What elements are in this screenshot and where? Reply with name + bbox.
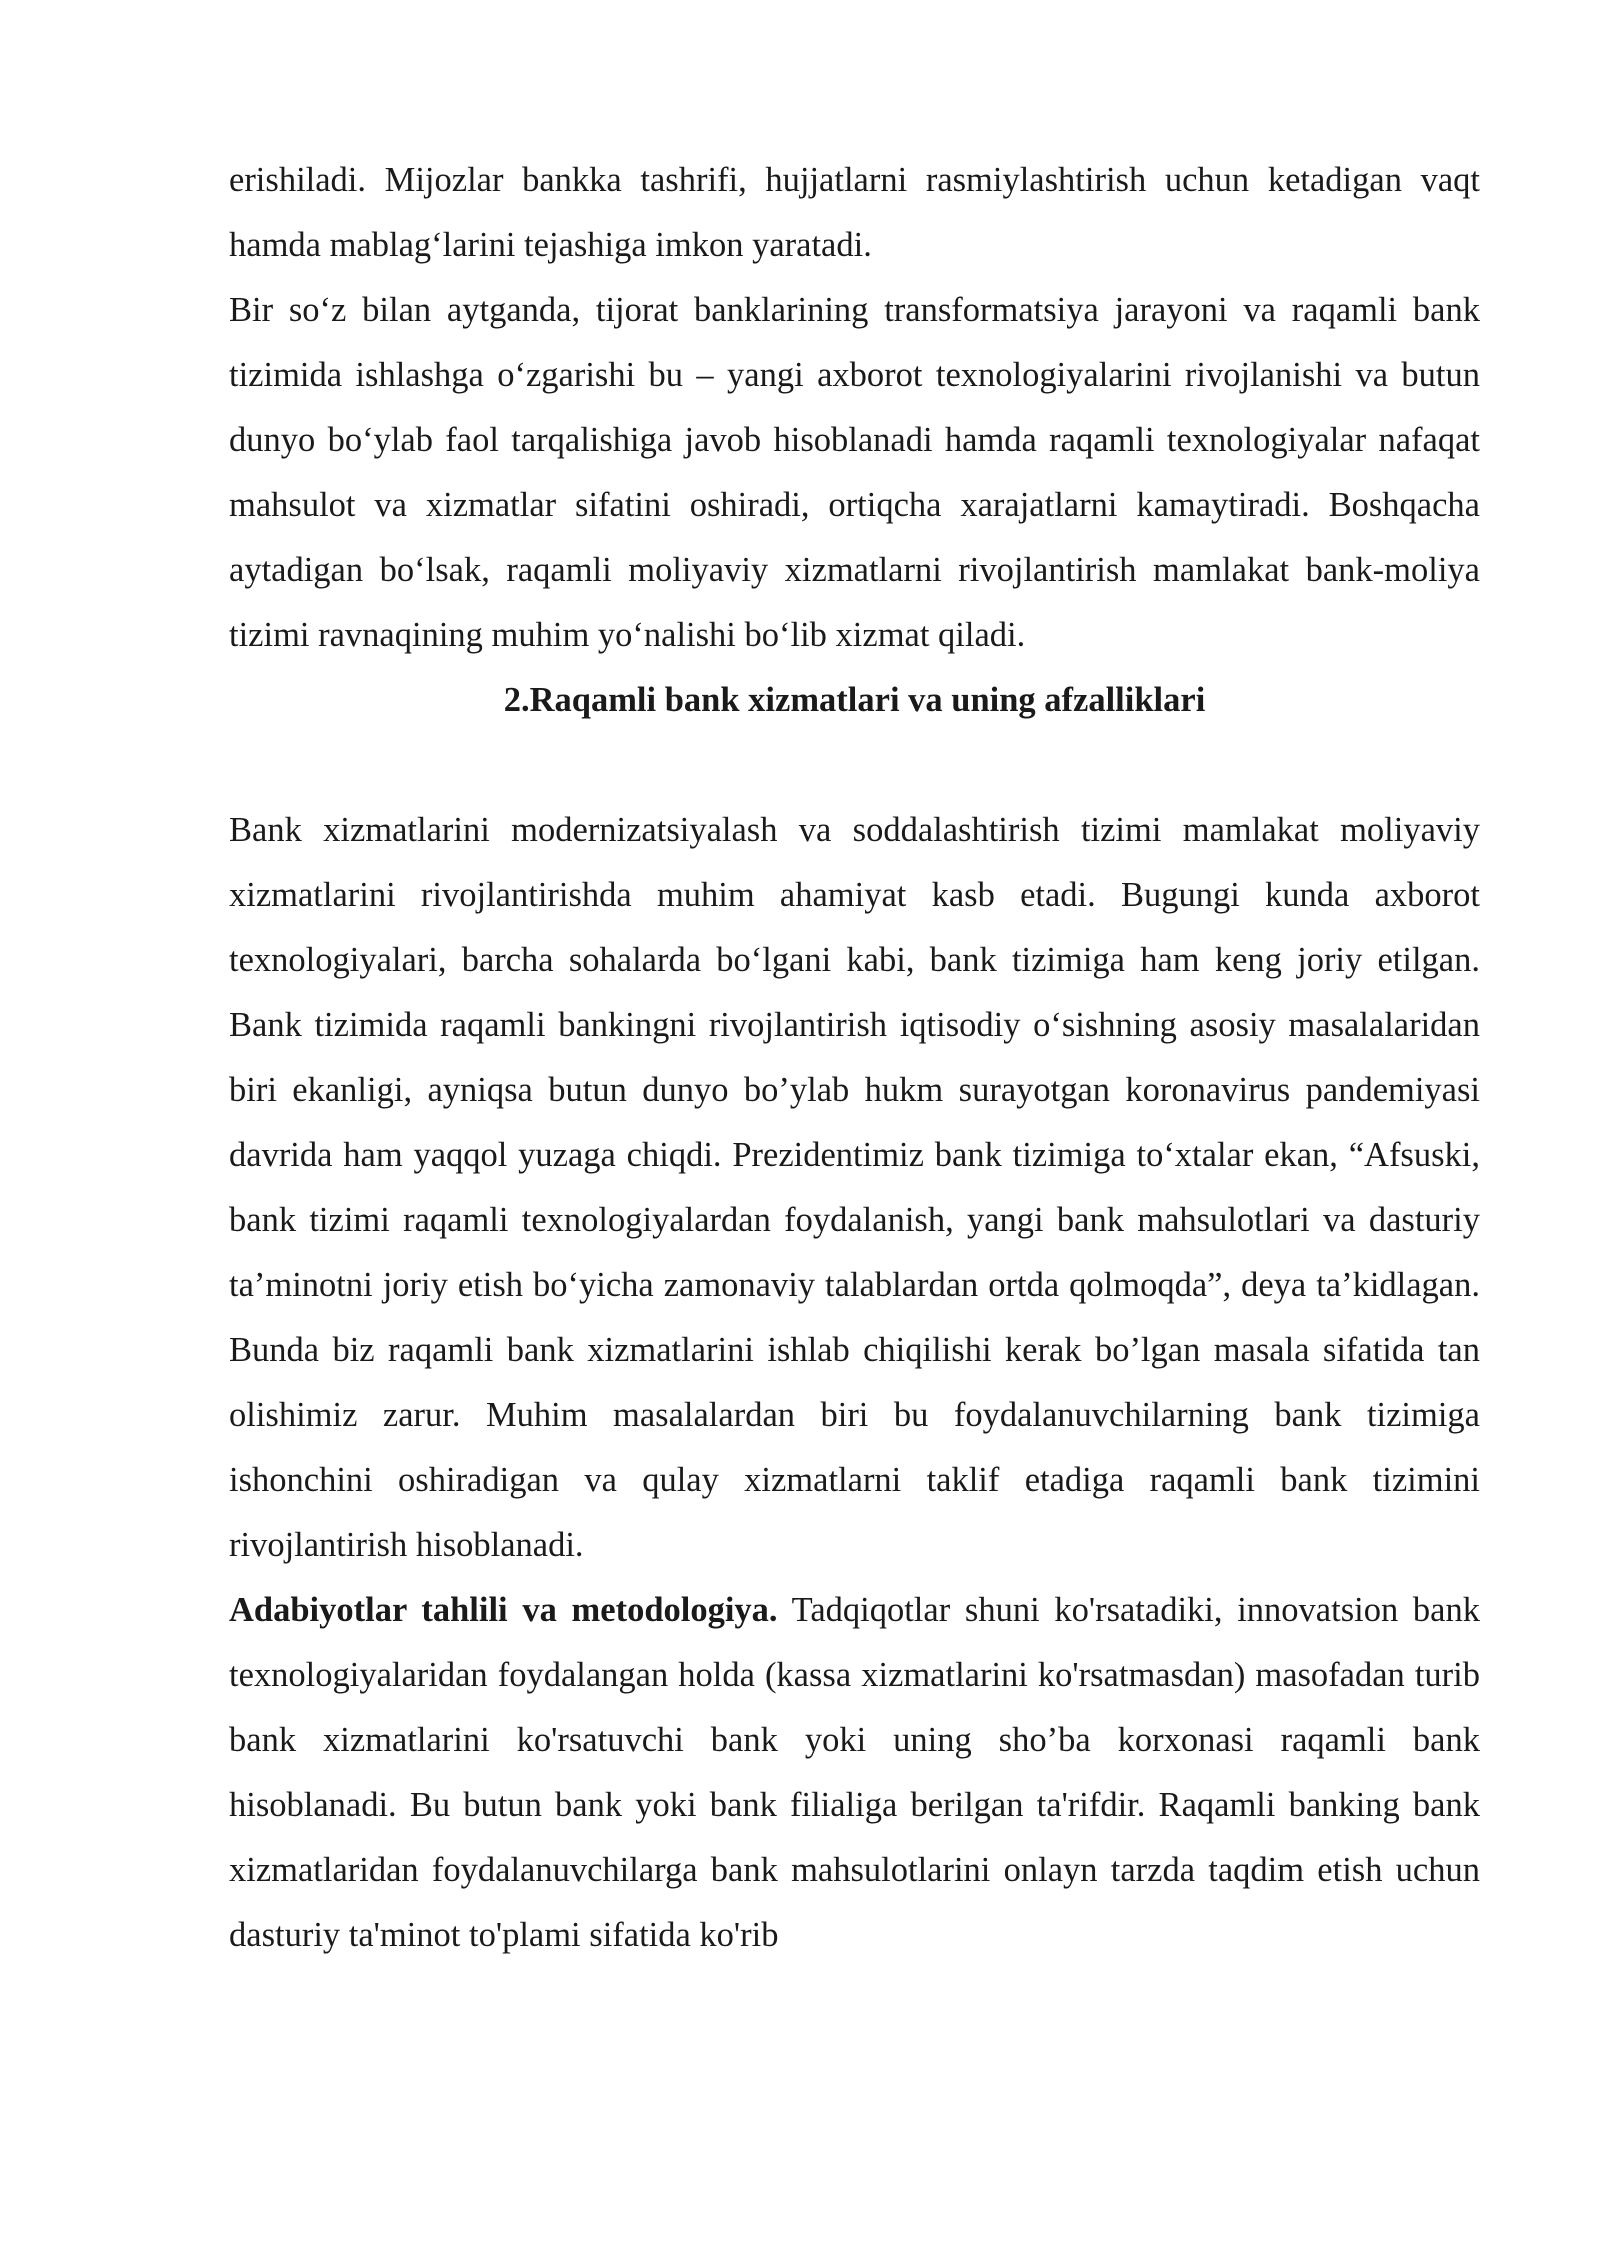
paragraph-modernization: Bank xizmatlarini modernizatsiyalash va soddalashtirish tizimi mamlakat moliyaviy xizmatlarini rivojlantirishda muhim ahamiyat kasb etadi. Bugungi kunda axborot texnologiyalari, barcha sohalarda bo‘lgani kabi, bank tizimiga ham keng joriy etilgan. Bank tizimida raqamli bankingni rivojlantirish iqtisodiy o‘sishning asosiy masalalaridan biri ekanligi, ayniqsa butun dunyo bo’ylab hukm surayotgan koronavirus pandemiyasi davrida ham yaqqol yuzaga chiqdi. Prezidentimiz bank tizimiga to‘xtalar ekan, “Afsuski, bank tizimi raqamli texnologiyalardan foydalanish, yangi bank mahsulotlari va dasturiy ta’minotni joriy etish bo‘yicha zamonaviy talablardan ortda qolmoqda”, deya ta’kidlagan. Bunda biz raqamli bank xizmatlarini ishlab chiqilishi kerak bo’lgan masala sifatida tan olishimiz zarur. Muhim masalalardan biri bu foydalanuvchilarning bank tizimiga ishonchini oshiradigan va qulay xizmatlarni taklif etadiga raqamli bank tizimini rivojlantirish hisoblanadi.: [229, 811, 1480, 1564]
paragraph-lead-heading: Adabiyotlar tahlili va metodologiya.: [229, 1591, 778, 1629]
blank-line: [229, 733, 1480, 798]
paragraph-literature-review: [229, 1578, 1480, 1968]
paragraph-continuation: erishiladi. Mijozlar bankka tashrifi, hujjatlarni rasmiylashtirish uchun ketadigan vaqt hamda mablag‘larini tejashiga imkon yaratadi.: [229, 161, 1480, 264]
paragraph-literature-text: Tadqiqotlar shuni ko'rsatadiki, innovatsion bank texnologiyalaridan foydalangan holda (kassa xizmatlarini ko'rsatmasdan) masofadan turib bank xizmatlarini ko'rsatuvchi bank yoki uning sho’ba korxonasi raqamli bank hisoblanadi. Bu butun bank yoki bank filialiga berilgan ta'rifdir. Raqamli banking bank xizmatlaridan foydalanuvchilarga bank mahsulotlarini onlayn tarzda taqdim etish uchun dasturiy ta'minot to'plami sifatida ko'rib: [229, 1591, 1480, 1954]
document-body: [229, 148, 1480, 1968]
section-heading: 2.Raqamli bank xizmatlari va uning afzalliklari: [503, 681, 1206, 719]
paragraph-summary: Bir so‘z bilan aytganda, tijorat banklarining transformatsiya jarayoni va raqamli bank tizimida ishlashga o‘zgarishi bu – yangi axborot texnologiyalarini rivojlanishi va butun dunyo bo‘ylab faol tarqalishiga javob hisoblanadi hamda raqamli texnologiyalar nafaqat mahsulot va xizmatlar sifatini oshiradi, ortiqcha xarajatlarni kamaytiradi. Boshqacha aytadigan bo‘lsak, raqamli moliyaviy xizmatlarni rivojlantirish mamlakat bank-moliya tizimi ravnaqining muhim yo‘nalishi bo‘lib xizmat qiladi.: [229, 291, 1480, 654]
